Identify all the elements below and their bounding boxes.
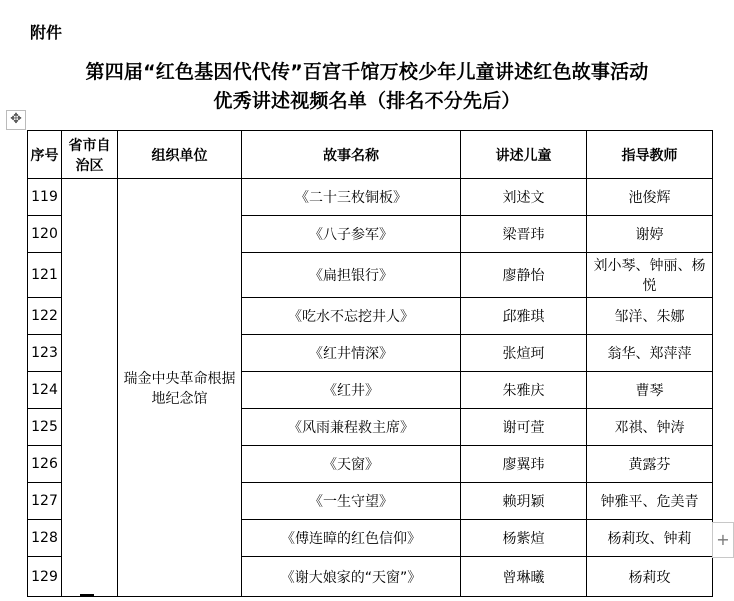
cell-seq: 122 [28, 298, 62, 335]
move-arrows-icon[interactable]: ✥ [6, 110, 26, 130]
cell-seq: 129 [28, 557, 62, 597]
plus-icon[interactable]: + [712, 522, 734, 558]
cell-story: 《红井情深》 [242, 335, 461, 372]
cell-seq: 128 [28, 520, 62, 557]
cell-teacher: 曹琴 [587, 372, 713, 409]
header-org: 组织单位 [118, 131, 242, 179]
cell-story: 《风雨兼程救主席》 [242, 409, 461, 446]
cell-teacher: 谢婷 [587, 216, 713, 253]
header-province: 省市自治区 [62, 131, 118, 179]
cell-org: 瑞金中央革命根据地纪念馆 [118, 179, 242, 597]
cell-seq: 119 [28, 179, 62, 216]
cell-teacher: 邓祺、钟涛 [587, 409, 713, 446]
cell-story: 《吃水不忘挖井人》 [242, 298, 461, 335]
cell-seq: 121 [28, 253, 62, 298]
cell-child: 曾琳曦 [461, 557, 587, 597]
cell-child: 赖玥颖 [461, 483, 587, 520]
cell-child: 廖静怡 [461, 253, 587, 298]
header-seq: 序号 [28, 131, 62, 179]
cell-seq: 126 [28, 446, 62, 483]
cell-story: 《一生守望》 [242, 483, 461, 520]
cell-child: 杨紫煊 [461, 520, 587, 557]
cell-child: 朱雅庆 [461, 372, 587, 409]
award-list-table [27, 130, 713, 597]
cell-story: 《谢大娘家的“天窗”》 [242, 557, 461, 597]
cell-teacher: 黄露芬 [587, 446, 713, 483]
cell-story: 《八子参军》 [242, 216, 461, 253]
cell-teacher: 翁华、郑萍萍 [587, 335, 713, 372]
cell-child: 谢可萱 [461, 409, 587, 446]
cell-teacher: 池俊辉 [587, 179, 713, 216]
cell-teacher: 杨莉玫、钟莉 [587, 520, 713, 557]
cell-seq: 124 [28, 372, 62, 409]
cell-teacher: 杨莉玫 [587, 557, 713, 597]
cell-seq: 123 [28, 335, 62, 372]
cell-story: 《红井》 [242, 372, 461, 409]
cell-teacher: 刘小琴、钟丽、杨悦 [587, 253, 713, 298]
cell-seq: 125 [28, 409, 62, 446]
cell-province [62, 179, 118, 597]
header-story: 故事名称 [242, 131, 461, 179]
header-teacher: 指导教师 [587, 131, 713, 179]
cell-story: 《扁担银行》 [242, 253, 461, 298]
cell-story: 《天窗》 [242, 446, 461, 483]
cell-child: 廖翼玮 [461, 446, 587, 483]
document-title-line1: 第四届“红色基因代代传”百宫千馆万校少年儿童讲述红色故事活动 [85, 61, 649, 83]
cell-child: 刘述文 [461, 179, 587, 216]
cell-dash-mark [80, 594, 94, 596]
cell-child: 张煊珂 [461, 335, 587, 372]
table-row [28, 179, 713, 216]
cell-story: 《傅连暲的红色信仰》 [242, 520, 461, 557]
header-child: 讲述儿童 [461, 131, 587, 179]
cell-seq: 120 [28, 216, 62, 253]
cell-child: 邱雅琪 [461, 298, 587, 335]
cell-story: 《二十三枚铜板》 [242, 179, 461, 216]
table-header-row [28, 131, 713, 179]
cell-seq: 127 [28, 483, 62, 520]
cell-child: 梁晋玮 [461, 216, 587, 253]
attachment-label: 附件 [30, 23, 63, 42]
cell-teacher: 钟雅平、危美青 [587, 483, 713, 520]
document-title-line2: 优秀讲述视频名单（排名不分先后） [213, 90, 521, 112]
cell-teacher: 邹洋、朱娜 [587, 298, 713, 335]
